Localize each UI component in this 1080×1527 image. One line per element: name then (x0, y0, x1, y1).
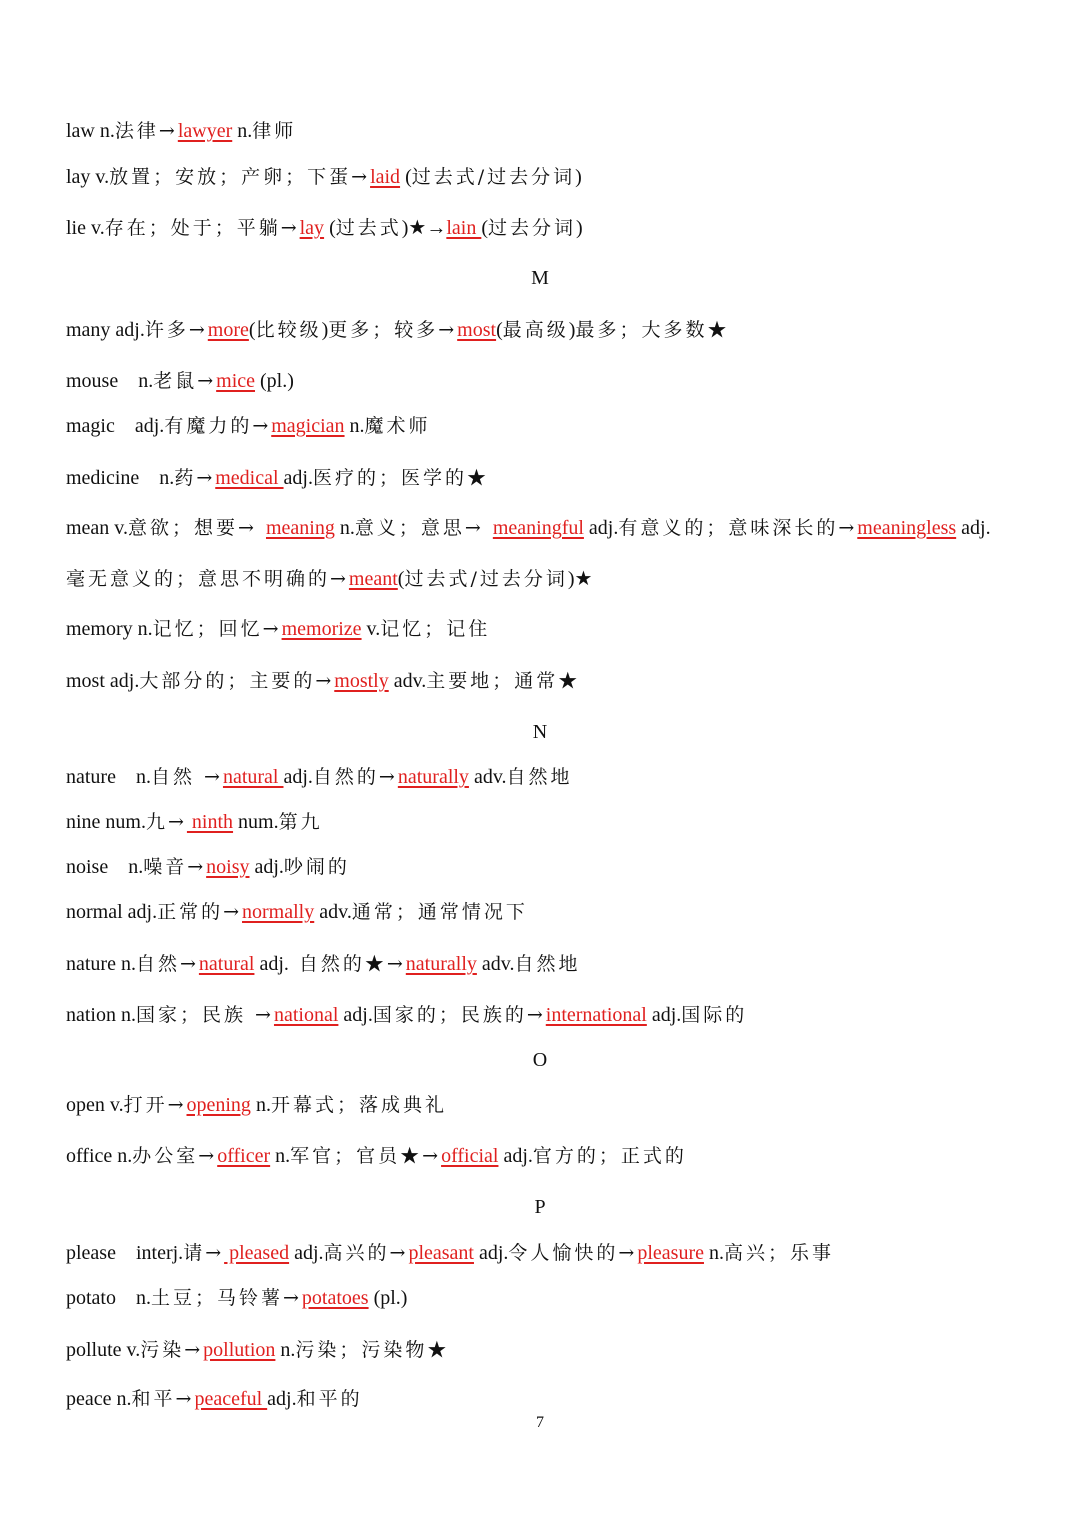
entry-text: lie v. (66, 217, 105, 239)
derived-word: pleasant (408, 1242, 474, 1264)
definition-text: 法律→ (114, 120, 178, 142)
derived-word: most (457, 319, 497, 341)
derived-word: international (545, 1004, 647, 1026)
entry-text: n. (344, 415, 365, 437)
derived-word: potatoes (301, 1287, 369, 1309)
entry-text: n. (270, 1145, 291, 1167)
derived-word: laid (370, 166, 401, 188)
definition-text: 自然的→ (312, 766, 398, 788)
definition-text: 意欲；想要→ (128, 517, 266, 539)
derived-word: mostly (334, 670, 389, 692)
definition-text: 毫无意义的；意思不明确的→ (66, 568, 349, 590)
section-heading-p: P (534, 1196, 546, 1218)
derived-word: lain (446, 217, 482, 239)
derived-word: opening (186, 1094, 251, 1116)
derived-word: officer (217, 1145, 271, 1167)
entry-text: adv. (314, 901, 352, 923)
entry-text: many adj. (66, 319, 145, 341)
definition-text: 自然地 (506, 766, 573, 788)
definition-text: 正常的→ (157, 901, 243, 923)
definition-text: 过去式 (335, 217, 402, 239)
entry-text: (pl.) (255, 370, 294, 392)
vocab-entry (66, 164, 1030, 190)
vocab-entry (66, 668, 1030, 694)
definition-text: 放置；安放；产卵；下蛋→ (109, 166, 371, 188)
definition-text: 通常；通常情况下 (351, 901, 528, 923)
section-heading-o: O (532, 1049, 548, 1071)
derived-word: pleased (224, 1242, 290, 1264)
definition-text: 污染；污染物★ (295, 1339, 450, 1361)
vocab-entry (66, 809, 1030, 835)
entry-text: ) (575, 166, 582, 188)
vocab-entry (66, 1285, 1030, 1311)
vocab-entry (66, 1092, 1030, 1118)
derived-word: pollution (203, 1339, 276, 1361)
definition-text: 自然 → (150, 766, 223, 788)
entry-text: ( (248, 319, 256, 341)
vocab-entry (66, 215, 1030, 241)
vocab-entry (66, 317, 1030, 343)
entry-text: mouse n. (66, 370, 154, 392)
vocab-entry (66, 951, 1030, 977)
entry-text: )★ (567, 568, 593, 590)
vocab-entry (66, 764, 1030, 790)
definition-text: 记忆；记住 (380, 618, 491, 640)
definition-text: 最高级 (502, 319, 569, 341)
entry-text: adv. (388, 670, 427, 692)
definition-text: 主要地；通常★ (426, 670, 581, 692)
definition-text: 更多；较多→ (328, 319, 458, 341)
definition-text: 魔术师 (364, 415, 431, 437)
entry-text: ) (321, 319, 329, 341)
definition-text: 自然地 (514, 953, 581, 975)
vocab-entry (66, 118, 1030, 144)
definition-text: 开幕式；落成典礼 (270, 1094, 447, 1116)
definition-text: 国家的；民族的→ (372, 1004, 546, 1026)
derived-word: normally (242, 901, 315, 923)
entry-text: law n. (66, 120, 115, 142)
definition-text: 请→ (183, 1242, 225, 1264)
derived-word: natural (198, 953, 255, 975)
definition-text: 医疗的；医学的★ (312, 467, 489, 489)
definition-text: 老鼠→ (153, 370, 217, 392)
entry-text: adj. (249, 856, 284, 878)
vocab-entry (66, 1143, 1030, 1169)
entry-text: nature n. (66, 953, 136, 975)
definition-text: 和平的 (296, 1388, 363, 1410)
entry-text: adj. (473, 1242, 509, 1264)
entry-text: num. (233, 811, 279, 833)
vocab-entry (66, 1240, 1030, 1266)
derived-word: naturally (405, 953, 477, 975)
derived-word: meaningful (492, 517, 584, 539)
entry-text: adj. (254, 953, 299, 975)
definition-text: 高兴的→ (323, 1242, 409, 1264)
definition-text: 军官；官员★→ (290, 1145, 442, 1167)
entry-text: magic adj. (66, 415, 165, 437)
definition-text: 比较级 (255, 319, 322, 341)
section-heading-m: M (531, 267, 549, 289)
vocab-entry (66, 1002, 1030, 1028)
entry-text: v. (361, 618, 381, 640)
derived-word: meant (348, 568, 398, 590)
entry-text: normal adj. (66, 901, 158, 923)
vocab-entry (66, 368, 1030, 394)
entry-text: medicine n. (66, 467, 175, 489)
definition-text: 律师 (252, 120, 297, 142)
entry-text: ) (576, 217, 583, 239)
derived-word: peaceful (194, 1388, 268, 1410)
definition-text: 过去式/过去分词 (411, 166, 576, 188)
definition-text: 有魔力的→ (164, 415, 272, 437)
definition-text: 大部分的；主要的→ (139, 670, 335, 692)
entry-text: ( (481, 217, 489, 239)
derived-word: noisy (206, 856, 250, 878)
entry-text: adv. (476, 953, 515, 975)
definition-text: 国际的 (681, 1004, 748, 1026)
entry-text: adj. (289, 1242, 324, 1264)
entry-text: adj. (583, 517, 619, 539)
entry-text: nature n. (66, 766, 151, 788)
definition-text: 记忆；回忆→ (152, 618, 282, 640)
entry-text: n. (250, 1094, 271, 1116)
entry-text: adj. (283, 766, 313, 788)
entry-text: adj. (338, 1004, 373, 1026)
entry-text: pollute v. (66, 1339, 141, 1361)
entry-text: ( (496, 319, 503, 341)
derived-word: meaning (265, 517, 335, 539)
derived-word: national (273, 1004, 339, 1026)
definition-text: 意义；意思→ (354, 517, 493, 539)
definition-text: 办公室→ (132, 1145, 218, 1167)
entry-text: (pl.) (368, 1287, 408, 1309)
definition-text: 许多→ (144, 319, 208, 341)
derived-word: lawyer (177, 120, 233, 142)
entry-text: adj. (956, 517, 991, 539)
entry-text: noise n. (66, 856, 144, 878)
definition-text: 国家；民族 → (136, 1004, 274, 1026)
vocab-entry (66, 854, 1030, 880)
entry-text: ) (568, 319, 576, 341)
entry-text: office n. (66, 1145, 133, 1167)
definition-text: 自然→ (135, 953, 199, 975)
derived-word: naturally (397, 766, 469, 788)
vocab-entry (66, 899, 1030, 925)
definition-text: 有意义的；意味深长的→ (618, 517, 858, 539)
entry-text: n. (334, 517, 355, 539)
entry-text: nine num. (66, 811, 146, 833)
derived-word: natural (222, 766, 284, 788)
definition-text: 过去式/过去分词 (404, 568, 568, 590)
derived-word: medical (215, 467, 284, 489)
entry-text: ( (324, 217, 336, 239)
section-heading-n: N (532, 721, 548, 743)
entry-text: lay v. (66, 166, 110, 188)
derived-word: memorize (281, 618, 362, 640)
vocab-entry (66, 515, 1030, 541)
entry-text: nation n. (66, 1004, 136, 1026)
definition-text: 打开→ (123, 1094, 187, 1116)
definition-text: 存在；处于；平躺→ (104, 217, 300, 239)
entry-text: adj. (646, 1004, 682, 1026)
entry-text: adv. (468, 766, 507, 788)
definition-text: 官方的；正式的 (532, 1145, 687, 1167)
entry-text: n. (275, 1339, 296, 1361)
vocab-entry (66, 465, 1030, 491)
definition-text: 吵闹的 (283, 856, 350, 878)
page-number: 7 (536, 1414, 544, 1431)
derived-word: meaningless (857, 517, 957, 539)
entry-text: open v. (66, 1094, 124, 1116)
entry-text: adj. (267, 1388, 297, 1410)
derived-word: ninth (186, 811, 234, 833)
definition-text: 高兴；乐事 (723, 1242, 834, 1264)
definition-text: 过去分词 (488, 217, 577, 239)
definition-text: 自然的★→ (298, 953, 406, 975)
derived-word: pleasure (637, 1242, 704, 1264)
entry-text: potato n. (66, 1287, 151, 1309)
definition-text: 和平→ (131, 1388, 195, 1410)
definition-text: 噪音→ (143, 856, 207, 878)
entry-text: ( (397, 568, 405, 590)
vocab-entry (66, 566, 1030, 592)
entry-text: )★→ (401, 217, 447, 239)
vocab-entry (66, 1337, 1030, 1363)
derived-word: magician (271, 415, 345, 437)
vocab-entry (66, 413, 1030, 439)
entry-text: n. (232, 120, 253, 142)
derived-word: mice (216, 370, 256, 392)
entry-text: n. (703, 1242, 724, 1264)
derived-word: lay (299, 217, 325, 239)
entry-text: memory n. (66, 618, 153, 640)
definition-text: 土豆；马铃薯→ (151, 1287, 302, 1309)
entry-text: please interj. (66, 1242, 184, 1264)
definition-text: 第九 (278, 811, 323, 833)
derived-word: official (441, 1145, 499, 1167)
definition-text: 污染→ (140, 1339, 204, 1361)
definition-text: 九→ (146, 811, 187, 833)
entry-text: ( (400, 166, 412, 188)
entry-text: adj. (498, 1145, 533, 1167)
entry-text: most adj. (66, 670, 140, 692)
definition-text: 令人愉快的→ (508, 1242, 638, 1264)
entry-text: adj. (283, 467, 313, 489)
entry-text: mean v. (66, 517, 129, 539)
derived-word: more (207, 319, 249, 341)
entry-text: peace n. (66, 1388, 132, 1410)
vocab-entry (66, 616, 1030, 642)
vocab-entry (66, 1386, 1030, 1412)
definition-text: 最多；大多数★ (575, 319, 730, 341)
definition-text: 药→ (174, 467, 216, 489)
